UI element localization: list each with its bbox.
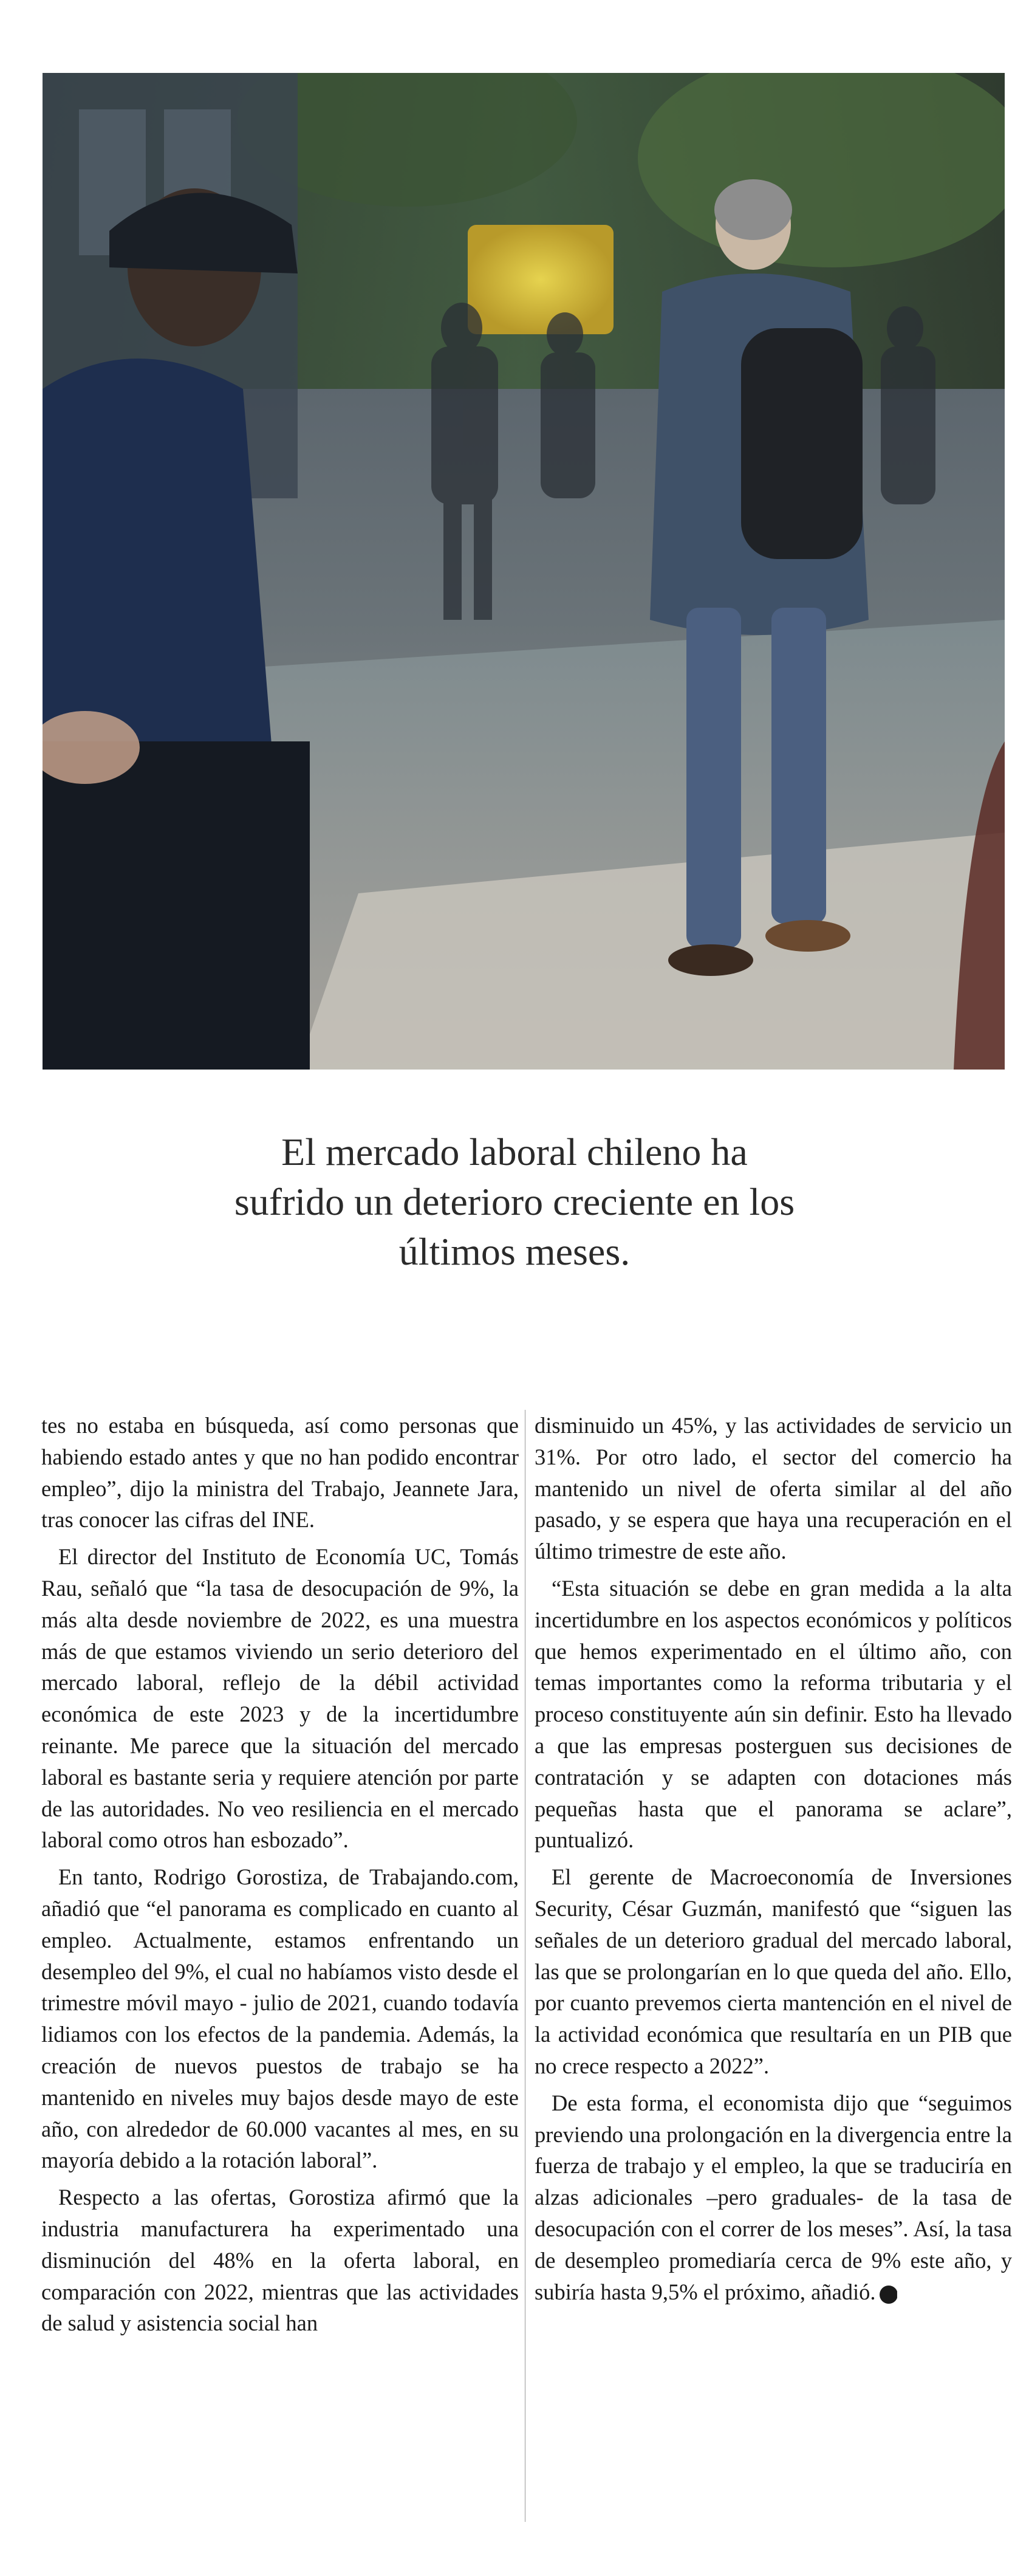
article-paragraph: Respecto a las ofertas, Gorostiza afirmó que la industria manufacturera ha experimentado una disminución del 48% en la oferta laboral, en comparación con 2022, mientras que las actividades de salud y asistencia social han: [41, 2185, 519, 2336]
article-paragraph: tes no estaba en búsqueda, así como personas que habiendo estado antes y que no han podido encontrar empleo”, dijo la ministra del Trabajo, Jeannete Jara, tras conocer las cifras del INE.: [41, 1413, 519, 1533]
caption-line: últimos meses.: [398, 1230, 631, 1273]
article-paragraph: [535, 2087, 1012, 2308]
photo-caption: [121, 1127, 908, 1277]
article-paragraph: “Esta situación se debe en gran medida a la alta incertidumbre en los aspectos económicos y políticos que hemos experimentado en el último año, con temas importantes como la reforma tributaria y el proceso constituyente aún sin definir. Esto ha llevado a que las empresas posterguen sus decisiones de contratación y se adapten con dotaciones más pequeñas hasta que el panorama se aclare”, puntualizó.: [535, 1575, 1012, 1853]
caption-line: sufrido un deterioro creciente en los: [234, 1180, 795, 1223]
article-paragraph: En tanto, Rodrigo Gorostiza, de Trabajando.com, añadió que “el panorama es complicado en cuanto al empleo. Actualmente, estamos enfrentando un desempleo del 9%, el cual no habíamos visto desde el trimestre móvil mayo - julio de 2021, cuando todavía lidiamos con los efectos de la pandemia. Además, la creación de nuevos puestos de trabajo se ha mantenido en niveles muy bajos desde mayo de este año, con alrededor de 60.000 vacantes al mes, en su mayoría debido a la rotación laboral”.: [41, 1864, 519, 2173]
article-column-right: [535, 1410, 1012, 2313]
article-paragraph: El director del Instituto de Economía UC, Tomás Rau, señaló que “la tasa de desocupación de 9%, la más alta desde noviembre de 2022, es una muestra más de que estamos viviendo un serio deterioro del mercado laboral, reflejo de la débil actividad económica de este 2023 y de la incertidumbre reinante. Me parece que la situación del mercado laboral es bastante seria y requiere atención por parte de las autoridades. No veo resiliencia en el mercado laboral como otros han esbozado”.: [41, 1544, 519, 1853]
article-paragraph-text: De esta forma, el economista dijo que “seguimos previendo una prolongación en la divergencia entre la fuerza de trabajo y el empleo, la que se traduciría en alzas adicionales –pero graduales- de la tasa de desocupación con el correr de los meses”. Así, la tasa de desempleo promediaría cerca de 9% este año, y subiría hasta 9,5% el próximo, añadió.: [535, 2090, 1012, 2304]
end-of-article-icon: P: [880, 2286, 898, 2304]
article-photo: [43, 73, 1005, 1070]
caption-line: El mercado laboral chileno ha: [281, 1130, 748, 1173]
article-paragraph: disminuido un 45%, y las actividades de servicio un 31%. Por otro lado, el sector del comercio ha mantenido un nivel de oferta similar al del año pasado, y se espera que haya una recuperación en el último trimestre de este año.: [535, 1413, 1012, 1564]
article-paragraph: El gerente de Macroeconomía de Inversiones Security, César Guzmán, manifestó que “siguen las señales de un deterioro gradual del mercado laboral, las que se prolongarían en lo que queda del año. Ello, por cuanto prevemos cierta mantención en el nivel de la actividad económica que resultaría en un PIB que no crece respecto a 2022”.: [535, 1864, 1012, 2078]
article-column-left: [41, 1410, 519, 2344]
photo-illustration: [43, 73, 1005, 1070]
